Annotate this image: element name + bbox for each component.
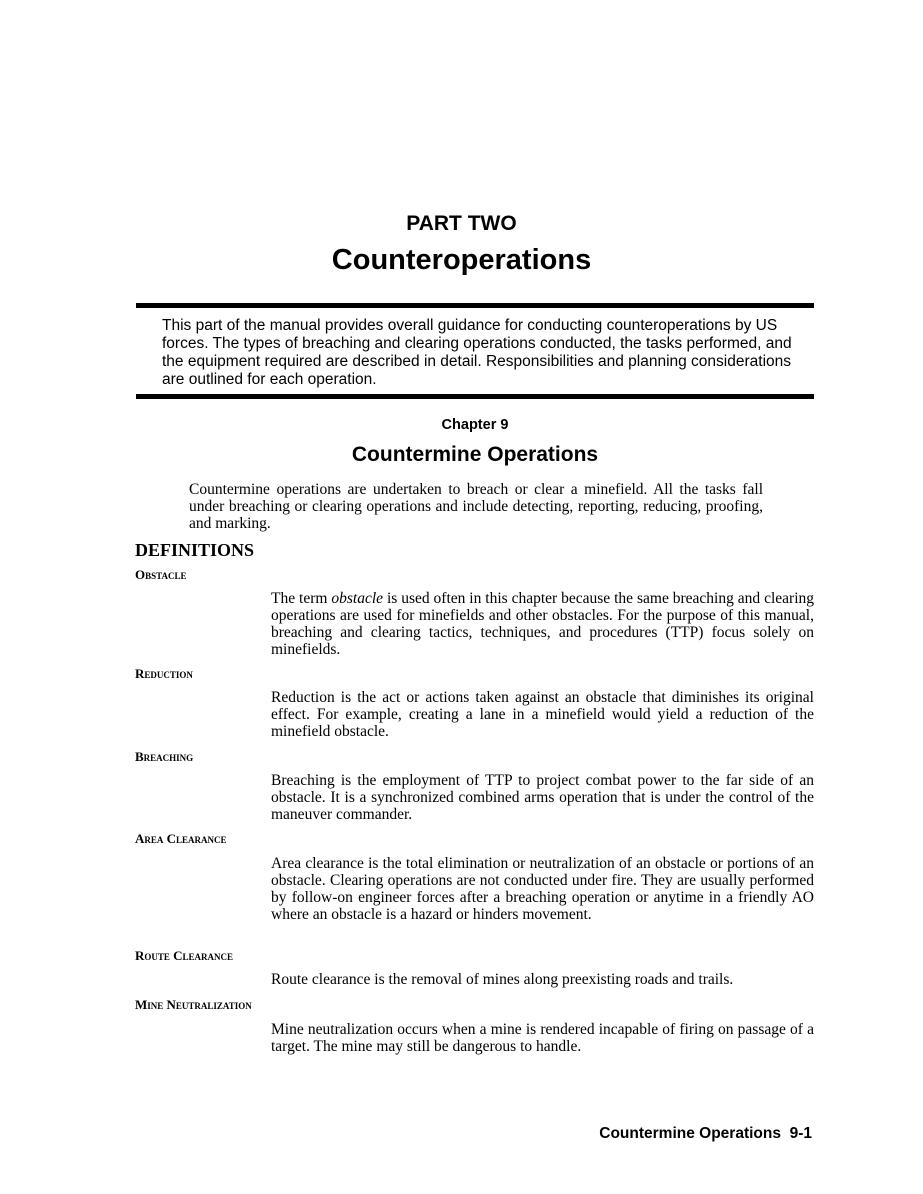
- definition-obstacle: [271, 590, 814, 658]
- chapter-intro: Countermine operations are undertaken to breach or clear a minefield. All the tasks fall under breaching or clearing operations and include detecting, reporting, reducing, proofing, and marking.: [189, 481, 763, 532]
- chapter-label: Chapter 9: [441, 417, 509, 433]
- definition-text: is used often in this chapter because the same breaching and clearing operations are used for minefields and other obstacles. For the purpose of this manual, breaching and clearing tactics, techniques, and procedures (TTP) focus solely on minefields.: [271, 590, 814, 658]
- definition-area-clearance: Area clearance is the total elimination or neutralization of an obstacle or portions of an obstacle. Clearing operations are not conducted under fire. They are usually performed by follow-on engineer forces after a breaching operation or anytime in a friendly AO where an obstacle is a hazard or hinders movement.: [271, 855, 814, 923]
- part-title: Counteroperations: [331, 244, 592, 276]
- chapter-title: Countermine Operations: [351, 443, 599, 466]
- term-reduction: Reduction: [135, 666, 193, 681]
- part-label: PART TWO: [406, 212, 517, 235]
- definition-text: The term: [271, 590, 332, 607]
- definition-emphasis: obstacle: [331, 590, 384, 607]
- definition-mine-neutralization: Mine neutralization occurs when a mine is rendered incapable of firing on passage of a target. The mine may still be dangerous to handle.: [271, 1021, 814, 1055]
- part-intro: This part of the manual provides overall guidance for conducting counteroperations by US forces. The types of breaching and clearing operations conducted, the tasks performed, and the equipment required are described in detail. Responsibilities and planning considerations are outlined for each operation.: [162, 317, 792, 388]
- term-mine-neutralization: Mine Neutralization: [135, 997, 252, 1012]
- page-footer: Countermine Operations 9-1: [599, 1125, 812, 1142]
- definition-reduction: Reduction is the act or actions taken against an obstacle that diminishes its original effect. For example, creating a lane in a minefield would yield a reduction of the minefield obstacle.: [271, 689, 814, 740]
- bottom-rule: [136, 394, 814, 399]
- definition-breaching: Breaching is the employment of TTP to project combat power to the far side of an obstacle. It is a synchronized combined arms operation that is under the control of the maneuver commander.: [271, 772, 814, 823]
- term-obstacle: Obstacle: [135, 567, 187, 582]
- top-rule: [136, 303, 814, 308]
- definitions-heading: DEFINITIONS: [135, 540, 255, 560]
- term-route-clearance: Route Clearance: [135, 948, 234, 963]
- term-area-clearance: Area Clearance: [135, 831, 227, 846]
- term-breaching: Breaching: [135, 749, 194, 764]
- definition-route-clearance: Route clearance is the removal of mines along preexisting roads and trails.: [271, 971, 734, 988]
